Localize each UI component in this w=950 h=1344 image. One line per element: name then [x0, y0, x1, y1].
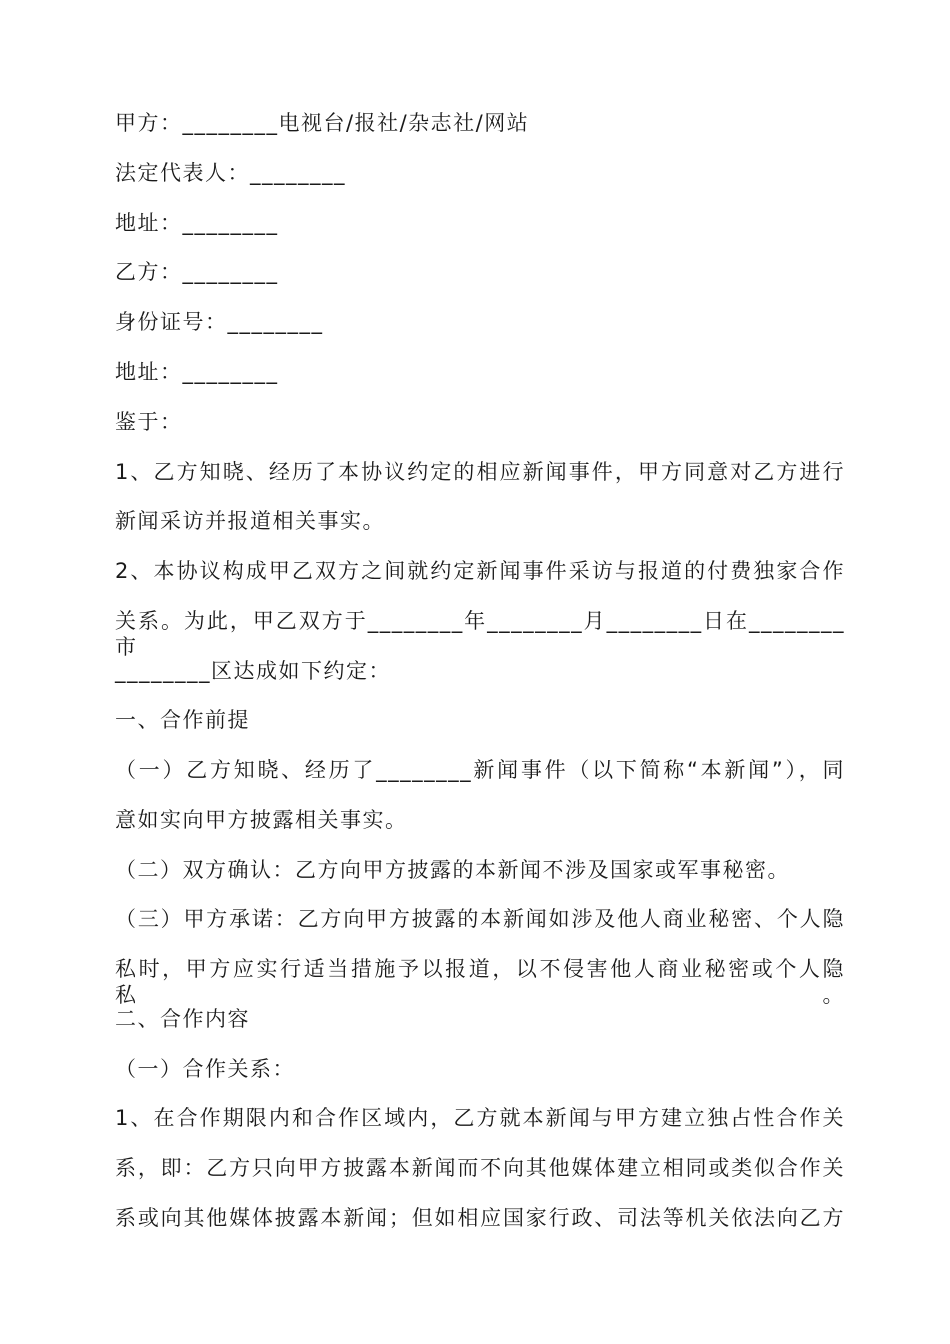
section-2-clause-1-line-3: 系或向其他媒体披露本新闻；但如相应国家行政、司法等机关依法向乙方 [115, 1206, 845, 1230]
whereas-heading: 鉴于： [115, 410, 183, 434]
legal-representative-line: 法定代表人：________ [115, 161, 346, 185]
whereas-clause-2-line-3: ________区达成如下约定： [115, 659, 391, 683]
section-2-clause-1-line-2: 系，即：乙方只向甲方披露本新闻而不向其他媒体建立相同或类似合作关 [115, 1156, 845, 1180]
party-b-address-line: 地址：________ [115, 360, 279, 384]
whereas-clause-2-line-2: 关系。为此，甲乙双方于________年________月________日在________市 [115, 609, 845, 659]
whereas-clause-1-line-1: 1、乙方知晓、经历了本协议约定的相应新闻事件，甲方同意对乙方进行 [115, 460, 845, 484]
section-1-item-3-line-2: 私时，甲方应实行适当措施予以报道，以不侵害他人商业秘密或个人隐私。 [115, 957, 845, 1007]
id-number-line: 身份证号：________ [115, 310, 324, 334]
section-2-item-1-heading: （一）合作关系： [115, 1057, 295, 1081]
party-a-address-line: 地址：________ [115, 211, 279, 235]
section-1-item-2: （二）双方确认：乙方向甲方披露的本新闻不涉及国家或军事秘密。 [115, 858, 790, 882]
section-1-item-1-line-1: （一）乙方知晓、经历了________新闻事件（以下简称“本新闻”），同 [115, 758, 845, 782]
section-1-item-1-line-2: 意如实向甲方披露相关事实。 [115, 808, 408, 832]
whereas-clause-2-line-1: 2、本协议构成甲乙双方之间就约定新闻事件采访与报道的付费独家合作 [115, 559, 845, 583]
section-2-clause-1-line-1: 1、在合作期限内和合作区域内，乙方就本新闻与甲方建立独占性合作关 [115, 1106, 845, 1130]
party-a-line: 甲方：________电视台/报社/杂志社/网站 [115, 111, 530, 135]
section-2-heading: 二、合作内容 [115, 1007, 250, 1031]
party-b-line: 乙方：________ [115, 260, 279, 284]
section-1-heading: 一、合作前提 [115, 708, 250, 732]
whereas-clause-1-line-2: 新闻采访并报道相关事实。 [115, 509, 385, 533]
section-1-item-3-line-1: （三）甲方承诺：乙方向甲方披露的本新闻如涉及他人商业秘密、个人隐 [115, 907, 845, 931]
